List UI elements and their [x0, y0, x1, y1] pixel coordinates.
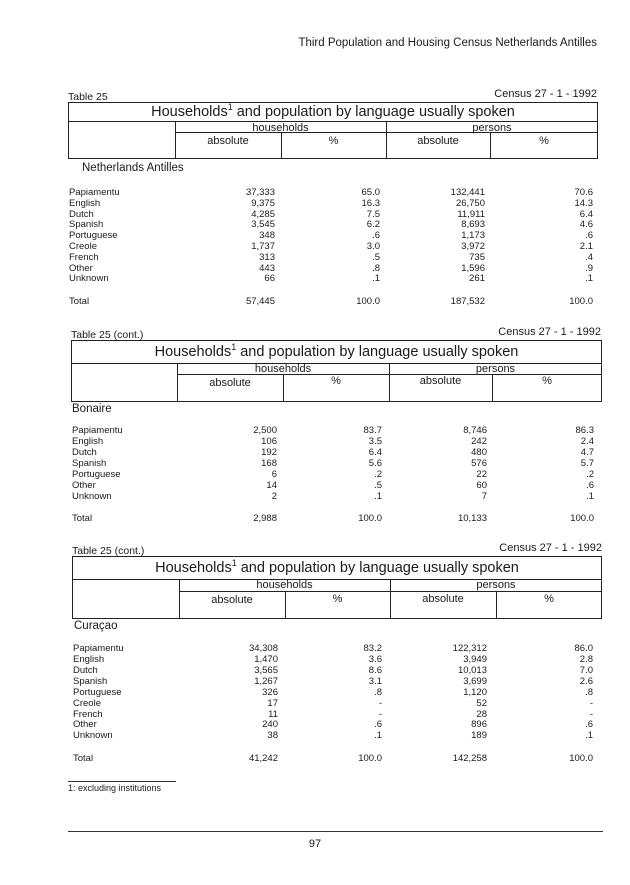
table-total-row: Total 41,242 100.0 142,258 100.0 — [73, 753, 593, 764]
table-total-row: Total 57,445 100.0 187,532 100.0 — [69, 296, 593, 307]
table-row: Unknown 66 .1 261 .1 — [69, 273, 593, 284]
group-households: households — [256, 579, 313, 591]
table-row: Spanish 168 5.6 576 5.7 — [72, 458, 594, 469]
group-persons: persons — [475, 363, 516, 375]
col-persons-pct: % — [544, 593, 554, 605]
table-row: Spanish 3,545 6.2 8,693 4.6 — [69, 219, 593, 230]
table-header — [72, 556, 602, 619]
col-persons-pct: % — [539, 135, 549, 147]
col-households-absolute: absolute — [207, 135, 249, 147]
region-name: Curaçao — [74, 620, 118, 632]
table-row: Papiamentu 2,500 83.7 8,746 86.3 — [72, 425, 594, 436]
table-row: Portuguese 326 .8 1,120 .8 — [73, 687, 593, 698]
census-label: Census 27 - 1 - 1992 — [499, 542, 602, 554]
table-row: Unknown 2 .1 7 .1 — [72, 491, 594, 502]
table-row: Portuguese 348 .6 1,173 .6 — [69, 230, 593, 241]
group-households: households — [252, 122, 309, 134]
table-label: Table 25 (cont.) — [71, 329, 144, 341]
table-row: Dutch 3,565 8.6 10,013 7.0 — [73, 665, 593, 676]
table-row: English 106 3.5 242 2.4 — [72, 436, 594, 447]
page-number: 97 — [308, 838, 322, 850]
col-households-pct: % — [332, 593, 343, 605]
group-persons: persons — [476, 579, 516, 591]
group-persons: persons — [472, 122, 512, 134]
table-row: Papiamentu 37,333 65.0 132,441 70.6 — [69, 187, 593, 198]
col-households-absolute: absolute — [209, 377, 251, 389]
census-label: Census 27 - 1 - 1992 — [498, 326, 601, 338]
table-row: English 9,375 16.3 26,750 14.3 — [69, 198, 593, 209]
table-row: Creole 17 - 52 - — [73, 698, 593, 709]
table-row: French 313 .5 735 .4 — [69, 252, 593, 263]
table-label: Table 25 — [68, 91, 108, 103]
table-header — [71, 340, 602, 402]
footnote-divider — [68, 781, 176, 782]
table-label: Table 25 (cont.) — [72, 545, 145, 557]
table-row: Portuguese 6 .2 22 .2 — [72, 469, 594, 480]
footnote: 1: excluding institutions — [68, 783, 162, 793]
col-persons-absolute: absolute — [417, 135, 459, 147]
table-header — [68, 102, 598, 159]
running-head: Third Population and Housing Census Netherlands Antilles — [298, 37, 597, 49]
col-households-pct: % — [328, 135, 339, 147]
table-row: Other 14 .5 60 .6 — [72, 480, 594, 491]
region-name: Bonaire — [72, 403, 112, 415]
table-row: English 1,470 3.6 3,949 2.8 — [73, 654, 593, 665]
table-row: Papiamentu 34,308 83.2 122,312 86.0 — [73, 643, 593, 654]
table-row: Creole 1,737 3.0 3,972 2.1 — [69, 241, 593, 252]
table-row: Dutch 192 6.4 480 4.7 — [72, 447, 594, 458]
region-name: Netherlands Antilles — [82, 162, 184, 174]
table-total-row: Total 2,988 100.0 10,133 100.0 — [72, 513, 594, 524]
table-title: Households$^1$ and population by language usually spoken — [151, 102, 515, 120]
col-households-pct: % — [331, 375, 341, 387]
table-title: Households$^1$ and population by language usually spoken — [154, 342, 519, 360]
table-row: Other 443 .8 1,596 .9 — [69, 263, 593, 274]
table-row: Spanish 1,267 3.1 3,699 2.6 — [73, 676, 593, 687]
col-persons-absolute: absolute — [422, 593, 464, 605]
census-label: Census 27 - 1 - 1992 — [494, 88, 597, 100]
group-households: households — [254, 363, 312, 375]
col-persons-absolute: absolute — [419, 375, 462, 387]
table-row: Unknown 38 .1 189 .1 — [73, 730, 593, 741]
table-row: French 11 - 28 - — [73, 709, 593, 720]
col-persons-pct: % — [542, 375, 552, 387]
table-row: Other 240 .6 896 .6 — [73, 719, 593, 730]
table-title: Households$^1$ and population by language usually spoken — [155, 558, 519, 576]
table-row: Dutch 4,285 7.5 11,911 6.4 — [69, 209, 593, 220]
col-households-absolute: absolute — [211, 594, 253, 606]
page-footer-divider — [68, 831, 603, 832]
